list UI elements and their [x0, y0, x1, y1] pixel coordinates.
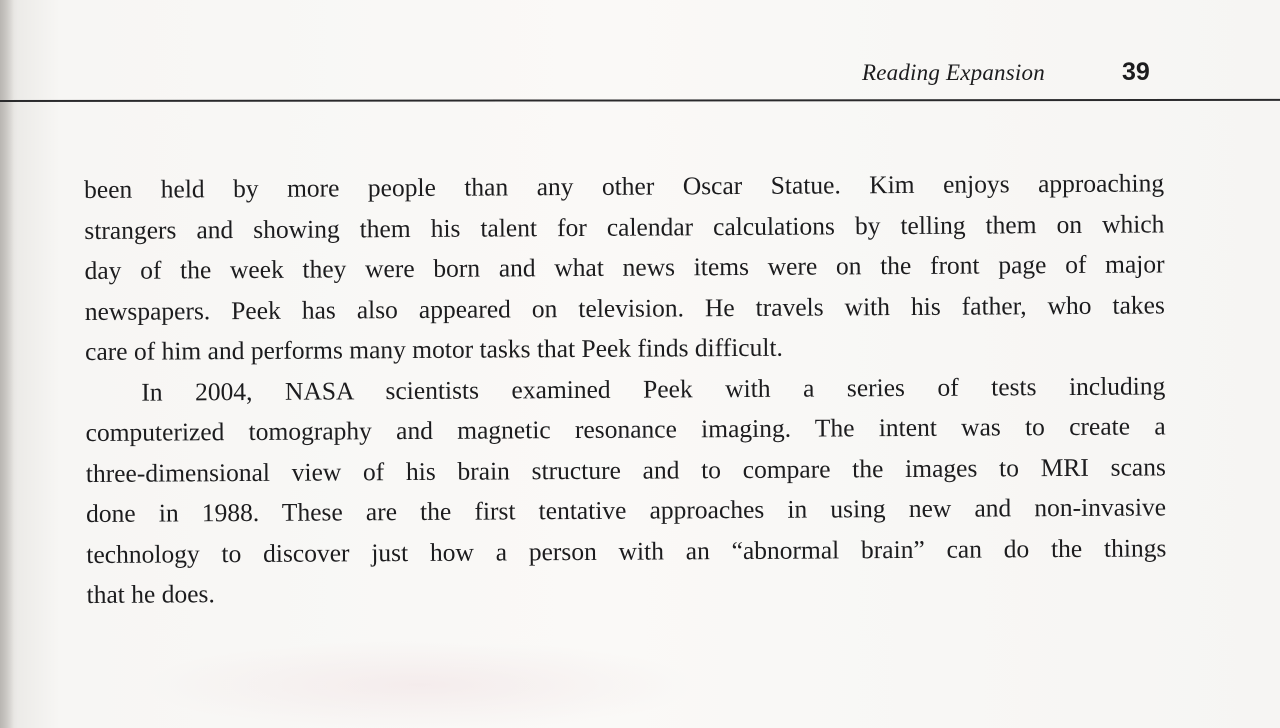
text-line: been held by more people than any other Oscar Statue. Kim enjoys approaching	[84, 168, 1165, 204]
text-line: done in 1988. These are the first tentative approaches in using new and non-invasive	[86, 492, 1167, 528]
text-line: care of him and performs many motor tasks that Peek finds difficult.	[85, 332, 783, 366]
running-head: Reading Expansion	[862, 60, 1045, 85]
body-text	[84, 163, 1167, 615]
paragraph-first-line: In 2004, NASA scientists examined Peek with a series of tests including	[141, 370, 1166, 407]
text-line: computerized tomography and magnetic resonance imaging. The intent was to create a	[85, 411, 1166, 447]
text-line: that he does.	[86, 579, 215, 609]
text-line: technology to discover just how a person with an “abnormal brain” can do the things	[86, 532, 1167, 569]
text-line: strangers and showing them his talent for calendar calculations by telling them on which	[84, 208, 1165, 245]
gutter-shadow	[0, 0, 14, 728]
text-line: three-dimensional view of his brain structure and to compare the images to MRI scans	[85, 451, 1166, 488]
text-line: newspapers. Peek has also appeared on television. He travels with his father, who takes	[84, 289, 1165, 326]
header-rule	[0, 99, 1280, 102]
text-line: day of the week they were born and what news items were on the front page of major	[84, 249, 1165, 285]
show-through-smudge	[140, 640, 700, 728]
page-number: 39	[1122, 58, 1150, 86]
